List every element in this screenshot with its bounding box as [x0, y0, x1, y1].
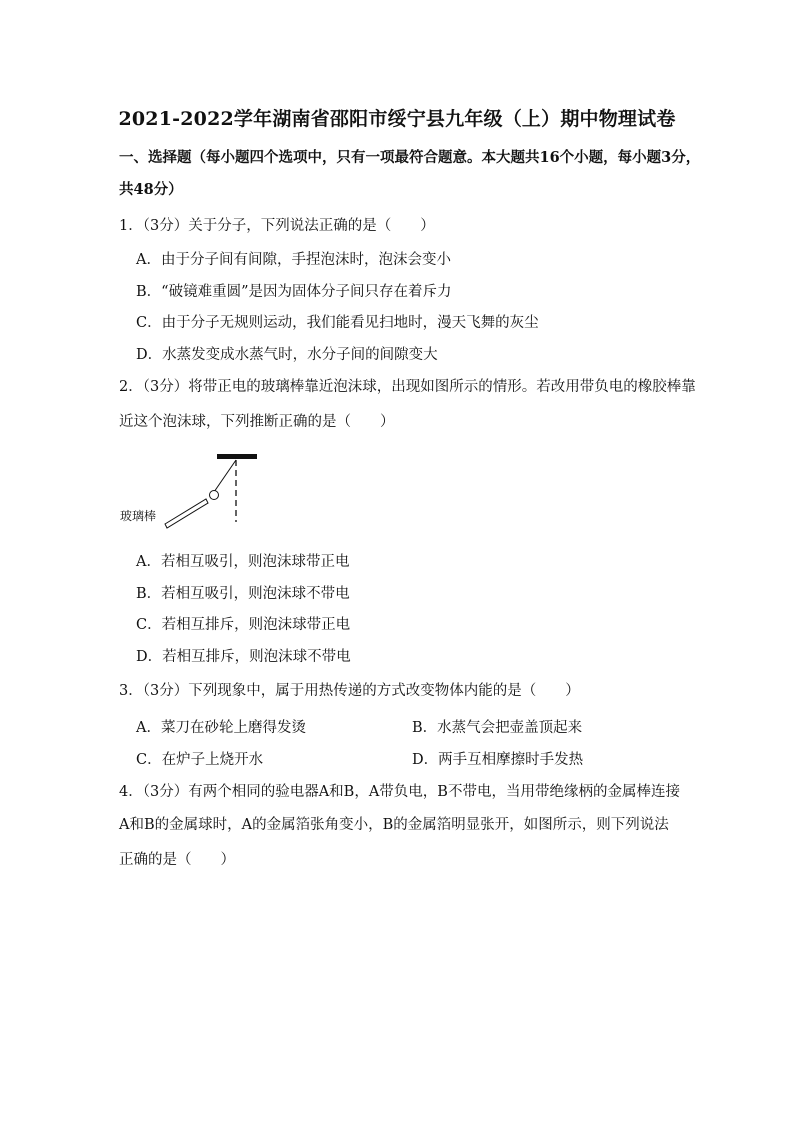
question-2-option-d: D．若相互排斥，则泡沫球不带电	[136, 649, 351, 665]
question-2-figure	[110, 448, 270, 538]
support-bar	[217, 454, 257, 459]
question-4-stem-line2: A和B的金属球时，A的金属箔张角变小，B的金属箔明显张开，如图所示，则下列说法	[119, 817, 669, 833]
page-title: 2021-2022学年湖南省邵阳市绥宁县九年级（上）期中物理试卷	[118, 108, 676, 130]
question-4-stem-line1: 4．（3分）有两个相同的验电器A和B，A带负电，B不带电，当用带绝缘柄的金属棒连接	[119, 784, 680, 800]
glass-rod-label: 玻璃棒	[120, 509, 157, 523]
question-3-option-a: A．菜刀在砂轮上磨得发烫	[136, 720, 306, 736]
question-2-option-a: A．若相互吸引，则泡沫球带正电	[136, 554, 350, 570]
question-2-option-c: C．若相互排斥，则泡沫球带正电	[136, 617, 351, 633]
question-3-option-b: B．水蒸气会把壶盖顶起来	[412, 720, 583, 736]
question-3-option-d: D．两手互相摩擦时手发热	[412, 752, 584, 768]
question-3-stem: 3．（3分）下列现象中，属于用热传递的方式改变物体内能的是（ ）	[119, 683, 580, 699]
question-2-stem-line2: 近这个泡沫球，下列推断正确的是（ ）	[119, 414, 395, 430]
section-heading-line2: 共48分）	[119, 181, 183, 198]
question-1-option-d: D．水蒸发变成水蒸气时，水分子间的间隙变大	[136, 347, 438, 363]
question-4-stem-line3: 正确的是（ ）	[119, 852, 235, 868]
question-2-option-b: B．若相互吸引，则泡沫球不带电	[136, 586, 350, 602]
question-1-option-c: C．由于分子无规则运动，我们能看见扫地时，漫天飞舞的灰尘	[136, 315, 539, 331]
section-heading-line1: 一、选择题（每小题四个选项中，只有一项最符合题意。本大题共16个小题，每小题3分，	[119, 149, 701, 166]
glass-rod	[165, 499, 208, 528]
foam-ball	[210, 491, 219, 500]
question-1-option-b: B．“破镜难重圆”是因为固体分子间只存在着斥力	[136, 284, 452, 300]
question-1-option-a: A．由于分子间有间隙，手捏泡沫时，泡沫会变小	[136, 252, 451, 268]
question-3-option-c: C．在炉子上烧开水	[136, 752, 264, 768]
question-2-stem-line1: 2．（3分）将带正电的玻璃棒靠近泡沫球，出现如图所示的情形。若改用带负电的橡胶棒靠	[119, 379, 696, 395]
question-1-stem: 1．（3分）关于分子，下列说法正确的是（ ）	[119, 218, 435, 234]
thread-line	[214, 460, 236, 492]
